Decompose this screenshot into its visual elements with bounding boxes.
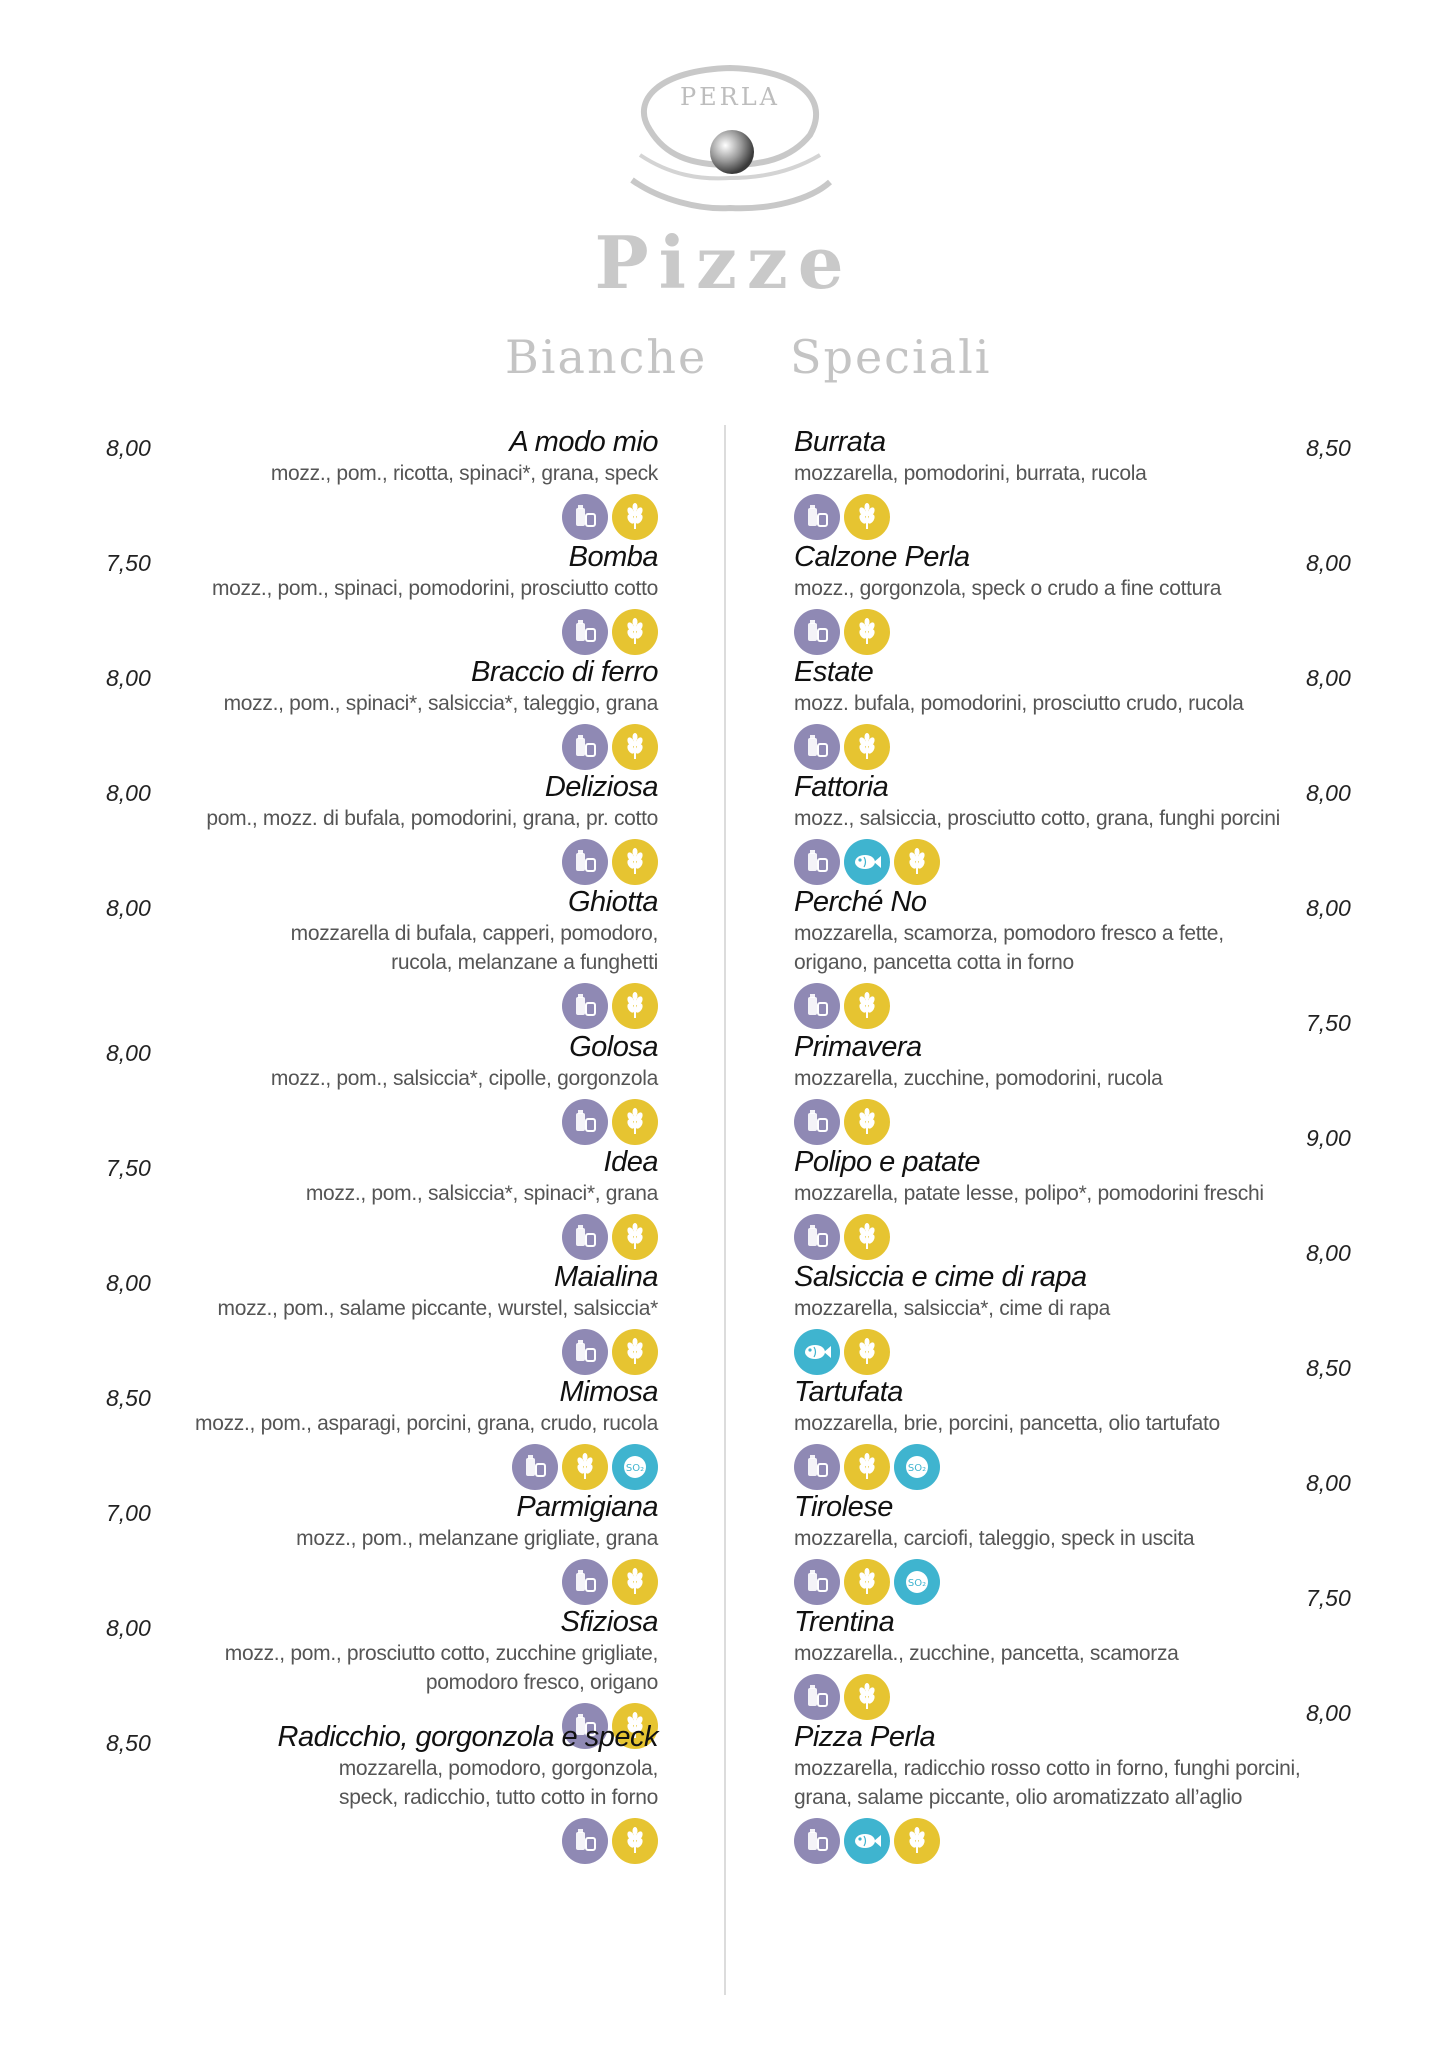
milk-icon bbox=[794, 983, 840, 1029]
milk-icon bbox=[562, 1214, 608, 1260]
pizza-ingredients: mozz., pom., melanzane grigliate, grana bbox=[296, 1527, 658, 1550]
pizza-ingredients: mozz., salsiccia, prosciutto cotto, grana, funghi porcini bbox=[794, 807, 1280, 830]
pizza-name: Perché No bbox=[794, 886, 927, 918]
wheat-icon bbox=[612, 839, 658, 885]
menu-item-right bbox=[794, 1260, 1314, 1375]
pizza-name: A modo mio bbox=[509, 426, 658, 458]
wheat-icon bbox=[844, 1099, 890, 1145]
pizza-price: 7,50 bbox=[1306, 1585, 1351, 1611]
pizza-ingredients: mozz., pom., prosciutto cotto, zucchine grigliate, bbox=[224, 1642, 658, 1665]
allergen-icons bbox=[190, 1818, 658, 1864]
menu-item-left bbox=[190, 655, 658, 770]
fish-icon bbox=[844, 839, 890, 885]
wheat-icon bbox=[612, 724, 658, 770]
allergen-icons bbox=[190, 983, 658, 1029]
pizza-name: Salsiccia e cime di rapa bbox=[794, 1261, 1087, 1293]
milk-icon bbox=[562, 609, 608, 655]
pizza-price: 8,00 bbox=[106, 1040, 151, 1066]
pizza-ingredients: mozz., pom., salsiccia*, spinaci*, grana bbox=[305, 1182, 658, 1205]
milk-icon bbox=[794, 1099, 840, 1145]
allergen-icons bbox=[794, 724, 1314, 770]
pizza-name: Idea bbox=[603, 1146, 658, 1178]
pizza-ingredients: pom., mozz. di bufala, pomodorini, grana, pr. cotto bbox=[206, 807, 658, 830]
pizza-price: 8,50 bbox=[106, 1385, 151, 1411]
wheat-icon bbox=[844, 1674, 890, 1720]
menu-item-right bbox=[794, 540, 1314, 655]
pizza-name: Tirolese bbox=[794, 1491, 893, 1523]
milk-icon bbox=[794, 1444, 840, 1490]
wheat-icon bbox=[844, 1214, 890, 1260]
pizza-ingredients: mozz., pom., ricotta, spinaci*, grana, speck bbox=[270, 462, 658, 485]
pizza-price: 8,00 bbox=[1306, 665, 1351, 691]
menu-item-right bbox=[794, 1720, 1314, 1864]
pizza-price: 8,50 bbox=[106, 1730, 151, 1756]
pizza-ingredients: mozzarella, brie, porcini, pancetta, olio tartufato bbox=[794, 1412, 1220, 1435]
menu-item-right bbox=[794, 770, 1314, 885]
milk-icon bbox=[794, 1559, 840, 1605]
menu-item-left bbox=[190, 1030, 658, 1145]
milk-icon bbox=[562, 724, 608, 770]
pizza-ingredients: grana, salame piccante, olio aromatizzato all’aglio bbox=[794, 1786, 1243, 1809]
menu-item-right bbox=[794, 1375, 1314, 1490]
milk-icon bbox=[562, 494, 608, 540]
pizza-name: Bomba bbox=[568, 541, 658, 573]
milk-icon bbox=[562, 1818, 608, 1864]
pizza-price: 8,00 bbox=[106, 1615, 151, 1641]
pizza-price: 8,00 bbox=[1306, 550, 1351, 576]
column-heading-speciali: Speciali bbox=[790, 330, 992, 384]
pizza-price: 8,00 bbox=[1306, 1470, 1351, 1496]
milk-icon bbox=[562, 1099, 608, 1145]
wheat-icon bbox=[894, 1818, 940, 1864]
pizza-price: 7,00 bbox=[106, 1500, 151, 1526]
wheat-icon bbox=[612, 1559, 658, 1605]
menu-item-left bbox=[190, 1490, 658, 1605]
wheat-icon bbox=[844, 609, 890, 655]
pizza-name: Sfiziosa bbox=[560, 1606, 658, 1638]
sulphites-icon bbox=[894, 1559, 940, 1605]
wheat-icon bbox=[612, 1099, 658, 1145]
pizza-price: 8,00 bbox=[106, 780, 151, 806]
menu-item-left bbox=[190, 1720, 658, 1864]
menu-item-right bbox=[794, 1145, 1314, 1260]
pizza-ingredients: mozz., pom., salsiccia*, cipolle, gorgonzola bbox=[270, 1067, 658, 1090]
allergen-icons bbox=[190, 1444, 658, 1490]
fish-icon bbox=[794, 1329, 840, 1375]
pizza-ingredients: mozzarella, salsiccia*, cime di rapa bbox=[794, 1297, 1110, 1320]
pizza-ingredients: mozzarella, scamorza, pomodoro fresco a fette, bbox=[794, 922, 1224, 945]
menu-item-right bbox=[794, 1030, 1314, 1145]
pizza-ingredients: mozzarella, radicchio rosso cotto in forno, funghi porcini, bbox=[794, 1757, 1301, 1780]
pizza-name: Tartufata bbox=[794, 1376, 903, 1408]
milk-icon bbox=[794, 839, 840, 885]
menu-item-left bbox=[190, 1260, 658, 1375]
pizza-ingredients: mozzarella, patate lesse, polipo*, pomodorini freschi bbox=[794, 1182, 1264, 1205]
milk-icon bbox=[794, 494, 840, 540]
wheat-icon bbox=[844, 724, 890, 770]
wheat-icon bbox=[894, 839, 940, 885]
menu-item-left bbox=[190, 540, 658, 655]
allergen-icons bbox=[190, 1214, 658, 1260]
wheat-icon bbox=[844, 494, 890, 540]
pizza-ingredients: mozzarella di bufala, capperi, pomodoro, bbox=[290, 922, 658, 945]
wheat-icon bbox=[612, 1214, 658, 1260]
pizza-name: Polipo e patate bbox=[794, 1146, 980, 1178]
menu-item-right bbox=[794, 1490, 1314, 1605]
milk-icon bbox=[512, 1444, 558, 1490]
milk-icon bbox=[794, 609, 840, 655]
svg-text:SO₂: SO₂ bbox=[907, 1463, 927, 1474]
pizza-price: 8,00 bbox=[1306, 780, 1351, 806]
sulphites-icon bbox=[612, 1444, 658, 1490]
allergen-icons bbox=[190, 1559, 658, 1605]
pizza-name: Fattoria bbox=[794, 771, 889, 803]
pizza-price: 8,00 bbox=[106, 665, 151, 691]
wheat-icon bbox=[562, 1444, 608, 1490]
menu-item-left bbox=[190, 1145, 658, 1260]
pizza-price: 8,00 bbox=[106, 1270, 151, 1296]
pizza-name: Trentina bbox=[794, 1606, 895, 1638]
pizza-name: Mimosa bbox=[559, 1376, 658, 1408]
allergen-icons bbox=[794, 1214, 1314, 1260]
perla-logo bbox=[620, 60, 840, 220]
wheat-icon bbox=[844, 1559, 890, 1605]
pizza-ingredients: mozz., pom., salame piccante, wurstel, salsiccia* bbox=[217, 1297, 658, 1320]
allergen-icons bbox=[794, 983, 1314, 1029]
milk-icon bbox=[794, 1214, 840, 1260]
sulphites-icon bbox=[894, 1444, 940, 1490]
pizza-ingredients: mozz. bufala, pomodorini, prosciutto crudo, rucola bbox=[794, 692, 1244, 715]
pizza-name: Maialina bbox=[554, 1261, 658, 1293]
pizza-ingredients: origano, pancetta cotta in forno bbox=[794, 951, 1074, 974]
pizza-ingredients: mozz., pom., asparagi, porcini, grana, crudo, rucola bbox=[195, 1412, 658, 1435]
column-heading-bianche: Bianche bbox=[505, 330, 708, 384]
milk-icon bbox=[562, 983, 608, 1029]
wheat-icon bbox=[612, 983, 658, 1029]
milk-icon bbox=[794, 1674, 840, 1720]
milk-icon bbox=[562, 1559, 608, 1605]
pizza-ingredients: speck, radicchio, tutto cotto in forno bbox=[339, 1786, 658, 1809]
pizza-name: Golosa bbox=[569, 1031, 658, 1063]
pizza-ingredients: rucola, melanzane a funghetti bbox=[391, 951, 658, 974]
allergen-icons bbox=[190, 1329, 658, 1375]
pizza-price: 8,00 bbox=[1306, 895, 1351, 921]
allergen-icons bbox=[794, 609, 1314, 655]
allergen-icons bbox=[794, 1329, 1314, 1375]
milk-icon bbox=[562, 1329, 608, 1375]
pizza-name: Calzone Perla bbox=[794, 541, 970, 573]
wheat-icon bbox=[612, 609, 658, 655]
pizza-ingredients: mozz., gorgonzola, speck o crudo a fine cottura bbox=[794, 577, 1222, 600]
pizza-ingredients: mozz., pom., spinaci*, salsiccia*, taleggio, grana bbox=[223, 692, 658, 715]
pizza-ingredients: mozzarella, pomodorini, burrata, rucola bbox=[794, 462, 1147, 485]
menu-item-right bbox=[794, 425, 1314, 540]
pizza-ingredients: pomodoro fresco, origano bbox=[425, 1671, 658, 1694]
pizza-price: 7,50 bbox=[106, 1155, 151, 1181]
allergen-icons bbox=[794, 1099, 1314, 1145]
pizza-price: 8,00 bbox=[1306, 1240, 1351, 1266]
pizza-ingredients: mozzarella., zucchine, pancetta, scamorza bbox=[794, 1642, 1179, 1665]
pizza-price: 8,00 bbox=[1306, 1700, 1351, 1726]
fish-icon bbox=[844, 1818, 890, 1864]
wheat-icon bbox=[612, 1329, 658, 1375]
column-divider bbox=[724, 425, 726, 1995]
pizza-name: Ghiotta bbox=[568, 886, 658, 918]
pizza-name: Deliziosa bbox=[544, 771, 658, 803]
pizza-ingredients: mozzarella, zucchine, pomodorini, rucola bbox=[794, 1067, 1163, 1090]
pizza-price: 8,50 bbox=[1306, 1355, 1351, 1381]
page-title: Pizze bbox=[594, 220, 854, 305]
milk-icon bbox=[794, 724, 840, 770]
allergen-icons bbox=[794, 494, 1314, 540]
pizza-name: Radicchio, gorgonzola e speck bbox=[277, 1721, 658, 1753]
pizza-price: 9,00 bbox=[1306, 1125, 1351, 1151]
pizza-price: 7,50 bbox=[1306, 1010, 1351, 1036]
pizza-name: Primavera bbox=[794, 1031, 922, 1063]
allergen-icons bbox=[190, 1099, 658, 1145]
milk-icon bbox=[794, 1818, 840, 1864]
pizza-price: 8,00 bbox=[106, 435, 151, 461]
wheat-icon bbox=[844, 983, 890, 1029]
pizza-price: 8,50 bbox=[1306, 435, 1351, 461]
pizza-price: 7,50 bbox=[106, 550, 151, 576]
allergen-icons bbox=[794, 839, 1314, 885]
pizza-ingredients: mozz., pom., spinaci, pomodorini, prosciutto cotto bbox=[211, 577, 658, 600]
pizza-ingredients: mozzarella, pomodoro, gorgonzola, bbox=[338, 1757, 658, 1780]
pizza-name: Pizza Perla bbox=[794, 1721, 936, 1753]
menu-item-left bbox=[190, 425, 658, 540]
allergen-icons bbox=[794, 1559, 1314, 1605]
allergen-icons bbox=[190, 494, 658, 540]
menu-item-left bbox=[190, 885, 658, 1029]
pizza-price: 8,00 bbox=[106, 895, 151, 921]
wheat-icon bbox=[612, 1818, 658, 1864]
allergen-icons bbox=[190, 609, 658, 655]
svg-text:SO₂: SO₂ bbox=[907, 1578, 927, 1589]
menu-item-right bbox=[794, 885, 1314, 1029]
pizza-name: Parmigiana bbox=[516, 1491, 658, 1523]
svg-text:SO₂: SO₂ bbox=[625, 1463, 645, 1474]
allergen-icons bbox=[190, 724, 658, 770]
wheat-icon bbox=[612, 494, 658, 540]
allergen-icons bbox=[794, 1818, 1314, 1864]
menu-item-left bbox=[190, 1375, 658, 1490]
menu-item-right bbox=[794, 1605, 1314, 1720]
milk-icon bbox=[562, 839, 608, 885]
wheat-icon bbox=[844, 1444, 890, 1490]
pizza-ingredients: mozzarella, carciofi, taleggio, speck in uscita bbox=[794, 1527, 1195, 1550]
wheat-icon bbox=[844, 1329, 890, 1375]
allergen-icons bbox=[190, 839, 658, 885]
allergen-icons bbox=[794, 1674, 1314, 1720]
menu-item-left bbox=[190, 770, 658, 885]
allergen-icons bbox=[794, 1444, 1314, 1490]
menu-item-right bbox=[794, 655, 1314, 770]
pizza-name: Estate bbox=[794, 656, 874, 688]
pizza-name: Braccio di ferro bbox=[470, 656, 658, 688]
pizza-name: Burrata bbox=[794, 426, 886, 458]
logo-text: PERLA bbox=[679, 83, 781, 111]
